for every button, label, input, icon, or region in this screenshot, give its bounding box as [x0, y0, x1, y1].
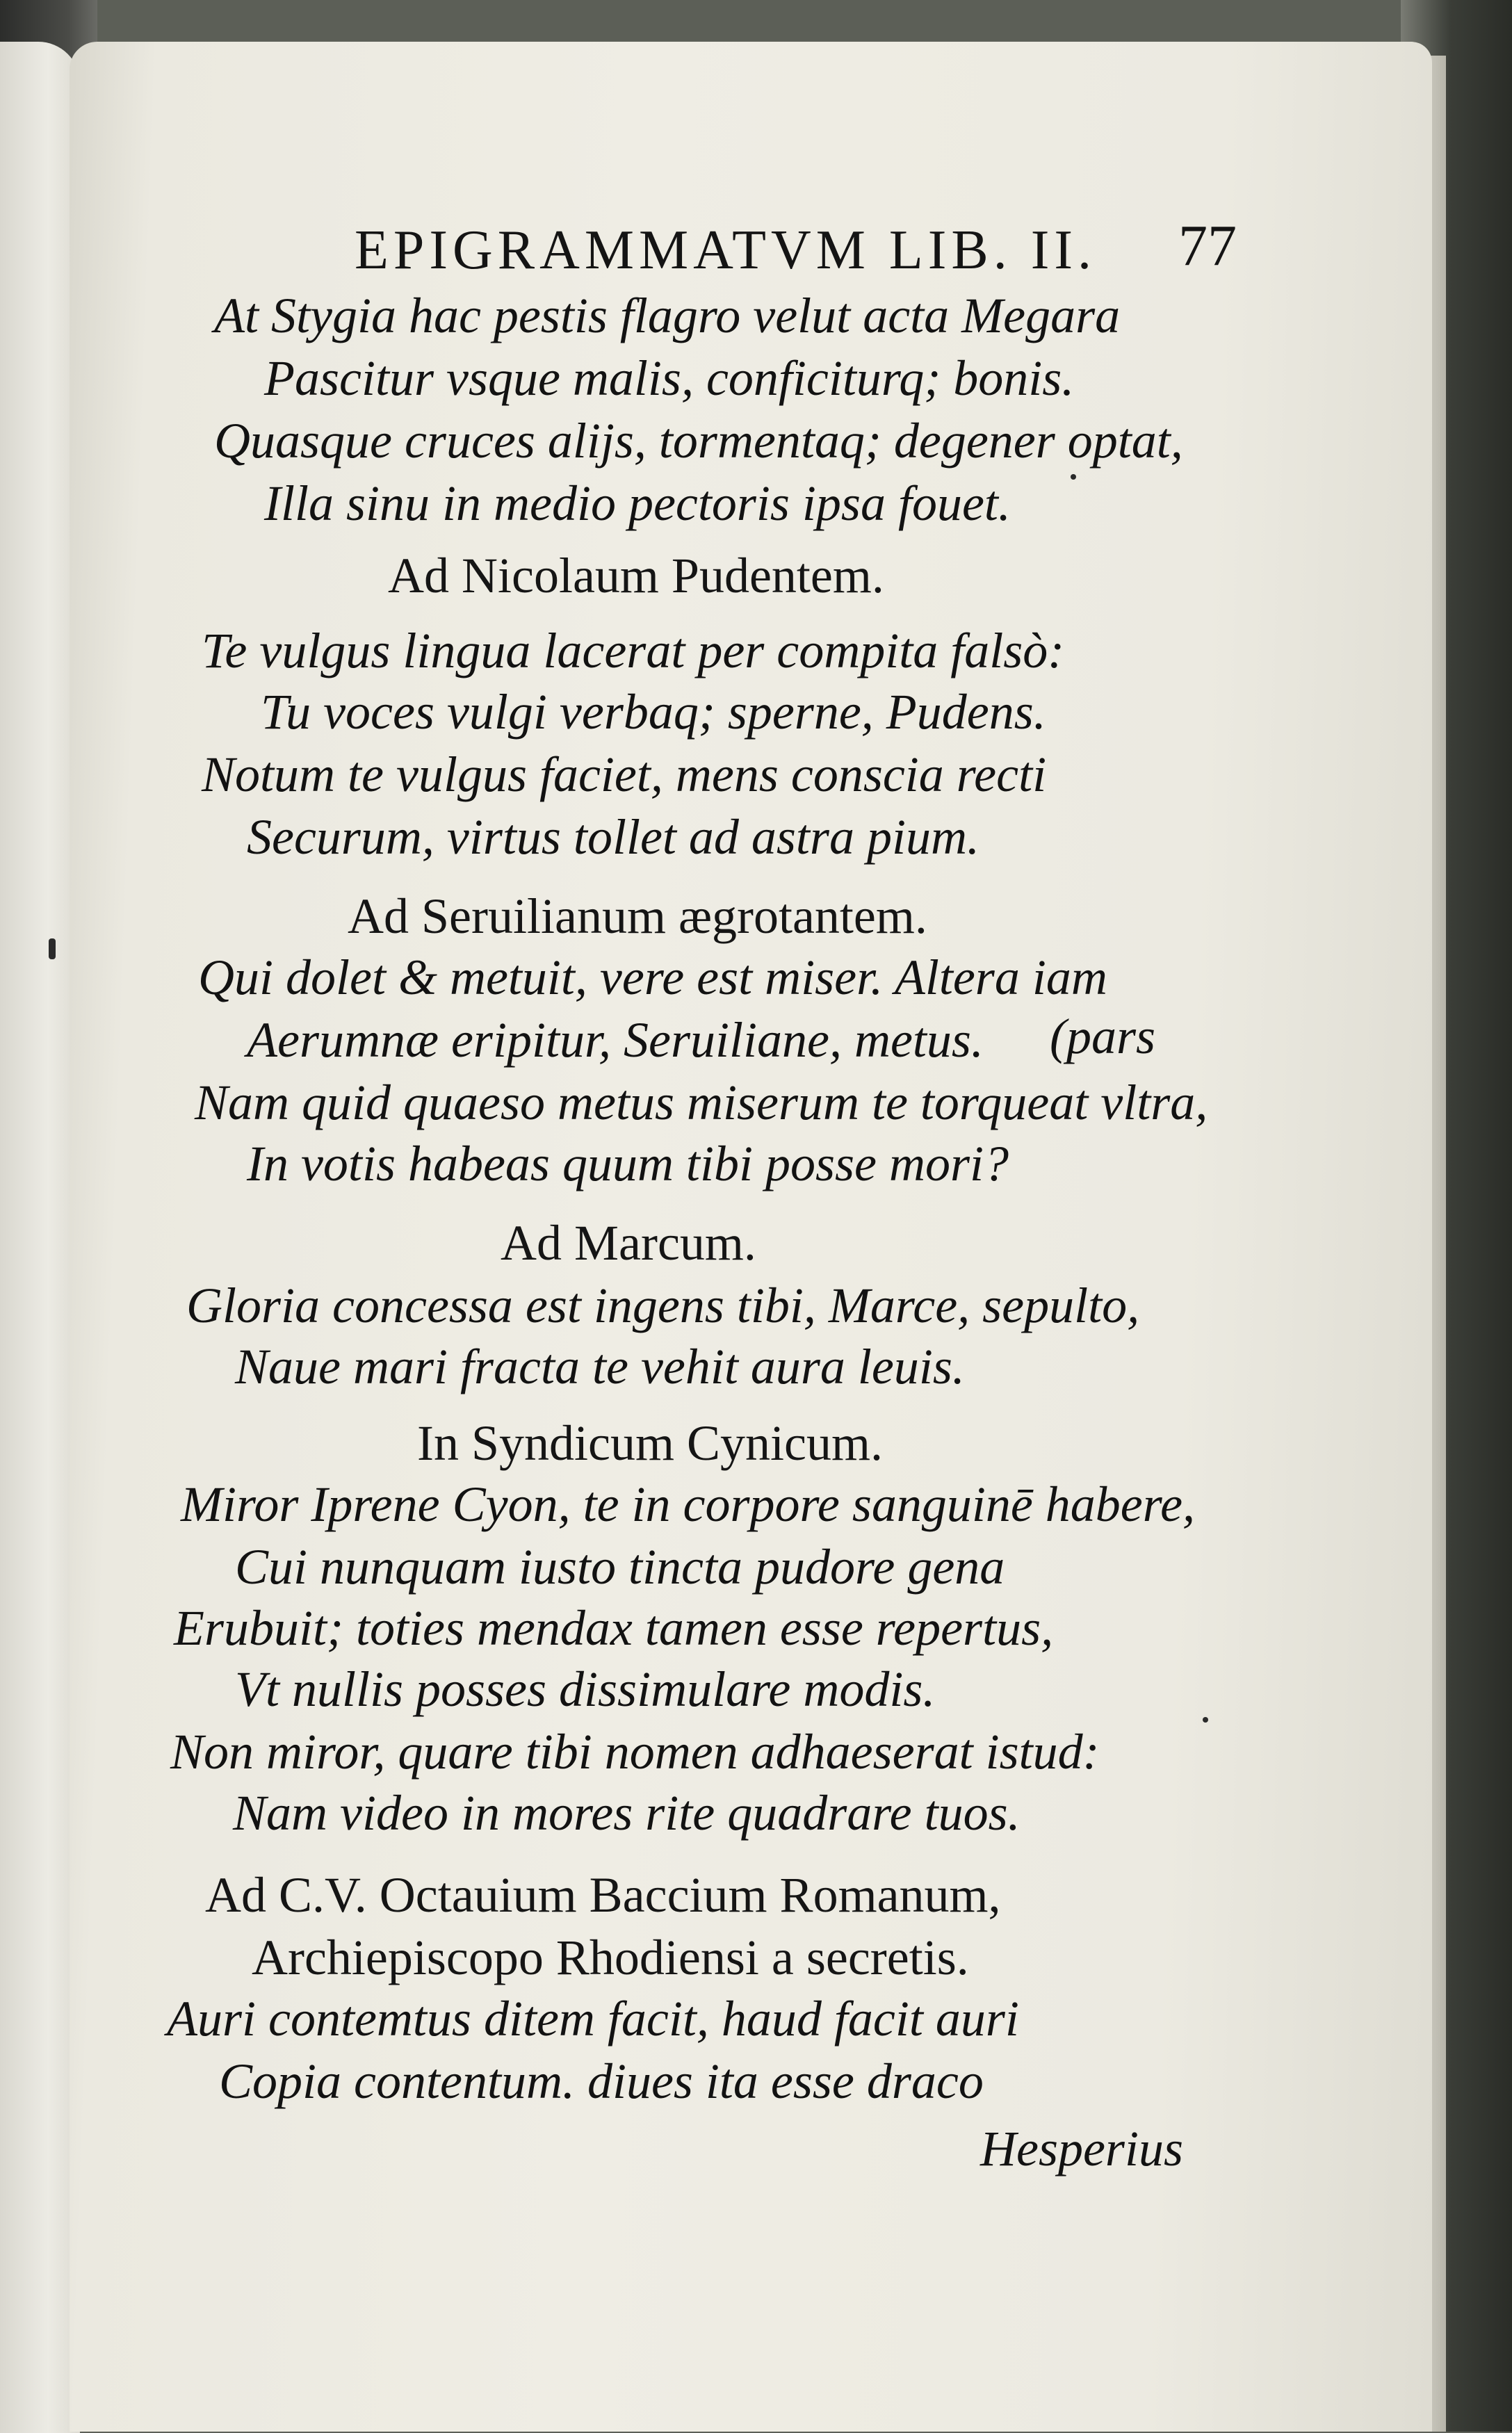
page-header	[355, 212, 1258, 295]
ink-mark	[49, 938, 56, 959]
verse-line: Tu voces vulgi verbaq; sperne, Pudens.	[261, 684, 1046, 740]
book-page	[70, 42, 1432, 2432]
ink-speck	[1071, 474, 1076, 480]
verse-line: Quasque cruces alijs, tormentaq; degener optat,	[214, 413, 1183, 469]
epigram-title: In Syndicum Cynicum.	[417, 1415, 883, 1471]
verse-line: Gloria concessa est ingens tibi, Marce, sepulto,	[186, 1278, 1140, 1333]
epigram-title: Ad Seruilianum ægrotantem.	[348, 888, 927, 944]
facing-page-edge	[0, 42, 80, 2433]
epigram-title: Ad C.V. Octauium Baccium Romanum,	[205, 1867, 1001, 1923]
verse-line: In votis habeas quum tibi posse mori?	[247, 1136, 1009, 1191]
margin-note: (pars	[1050, 1009, 1156, 1064]
epigram-subtitle: Archiepiscopo Rhodiensi a secretis.	[252, 1930, 969, 1985]
verse-line: Securum, virtus tollet ad astra pium.	[247, 809, 979, 865]
verse-line: Pascitur vsque malis, conficiturq; bonis.	[264, 350, 1075, 406]
page-number: 77	[1178, 213, 1237, 278]
verse-line: Nam video in mores rite quadrare tuos.	[233, 1785, 1021, 1841]
verse-line: Miror Iprene Cyon, te in corpore sanguinē habere,	[181, 1476, 1196, 1532]
epigram-title: Ad Nicolaum Pudentem.	[388, 548, 884, 603]
verse-line: Notum te vulgus faciet, mens conscia recti	[202, 747, 1047, 802]
verse-line: Erubuit; toties mendax tamen esse repertus,	[174, 1600, 1054, 1656]
verse-line: Qui dolet & metuit, vere est miser. Altera iam	[198, 950, 1107, 1005]
verse-line: Aerumnæ eripitur, Seruiliane, metus.	[247, 1012, 984, 1068]
ink-speck	[1203, 1717, 1208, 1723]
verse-line: Copia contentum. diues ita esse draco	[219, 2053, 984, 2109]
verse-line: Cui nunquam iusto tincta pudore gena	[235, 1539, 1005, 1595]
epigram-title: Ad Marcum.	[501, 1215, 756, 1271]
verse-line: Illa sinu in medio pectoris ipsa fouet.	[264, 475, 1011, 531]
running-head: EPIGRAMMATVM LIB. II.	[355, 220, 1096, 281]
verse-line: Non miror, quare tibi nomen adhaeserat istud:	[170, 1724, 1100, 1780]
verse-line: Nam quid quaeso metus miserum te torqueat vltra,	[195, 1075, 1208, 1130]
verse-line: At Stygia hac pestis flagro velut acta Megara	[214, 288, 1121, 343]
verse-line: Naue mari fracta te vehit aura leuis.	[235, 1339, 965, 1394]
verse-line: Vt nullis posses dissimulare modis.	[235, 1661, 936, 1717]
verse-line: Auri contemtus ditem facit, haud facit auri	[167, 1991, 1019, 2047]
catchword: Hesperius	[980, 2121, 1183, 2176]
verse-line: Te vulgus lingua lacerat per compita falsò:	[202, 623, 1065, 678]
